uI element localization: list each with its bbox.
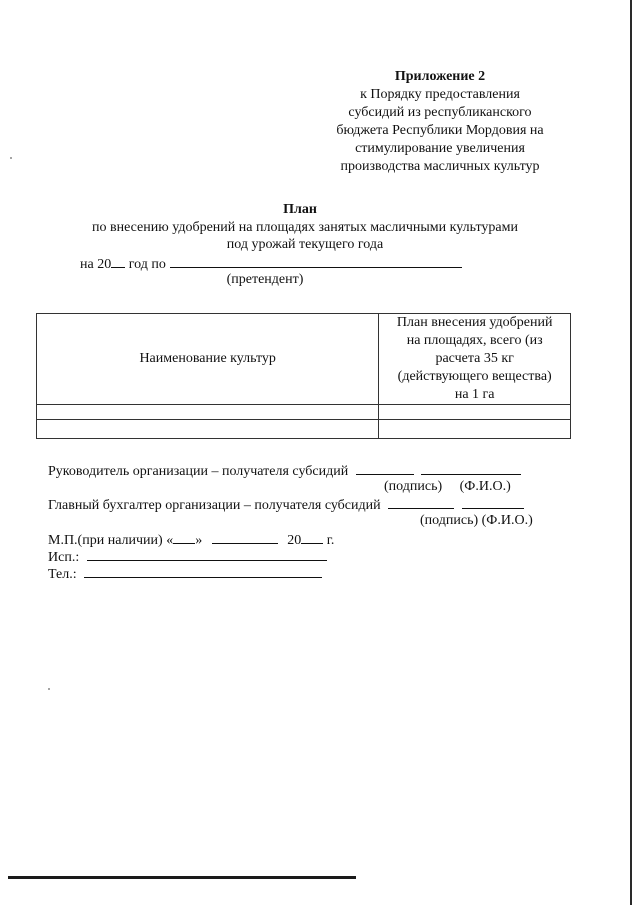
table-cell[interactable] (379, 420, 571, 439)
appendix-line: бюджета Республики Мордовия на (336, 123, 544, 138)
year-suffix: год по (125, 257, 166, 272)
plan-subtitle: по внесению удобрений на площадях занятых масличными культурами (92, 220, 518, 235)
appendix-block (318, 68, 562, 176)
stamp-mid: » (195, 533, 203, 548)
stamp-prefix: М.П.(при наличии) « (48, 533, 174, 548)
table-row (37, 420, 571, 439)
accountant-signature-line (48, 496, 524, 514)
table-cell[interactable] (37, 420, 379, 439)
head-name-blank[interactable] (421, 462, 521, 475)
appendix-line: стимулирование увеличения (355, 141, 525, 156)
appendix-line: производства масличных культур (340, 159, 540, 174)
col-header-line: (действующего вещества) (397, 369, 552, 384)
applicant-blank[interactable] (170, 255, 462, 268)
table-header-row (37, 314, 571, 405)
year-prefix: на 20 (80, 257, 112, 272)
caption-fio: (Ф.И.О.) (459, 479, 511, 494)
col-header-line: расчета 35 кг (435, 351, 514, 366)
col-header-crops: Наименование культур (37, 314, 379, 405)
appendix-title: Приложение 2 (394, 69, 486, 84)
col-header-line: на площадях, всего (из (406, 333, 543, 348)
day-blank[interactable] (173, 531, 195, 544)
phone-label: Тел.: (48, 567, 77, 582)
head-caption (384, 479, 511, 495)
head-label: Руководитель организации – получателя субсидий (48, 464, 349, 479)
head-signature-line (48, 462, 521, 480)
year-line (80, 255, 462, 273)
col-header-fertilizer-plan (379, 314, 571, 405)
executor-label: Исп.: (48, 550, 80, 565)
phone-blank[interactable] (84, 565, 322, 578)
col-header-line: План внесения удобрений (396, 315, 553, 330)
scan-bottom-line (8, 876, 356, 879)
table-cell[interactable] (379, 405, 571, 420)
accountant-name-blank[interactable] (462, 496, 524, 509)
accountant-sign-blank[interactable] (388, 496, 454, 509)
accountant-label: Главный бухгалтер организации – получателя субсидий (48, 498, 381, 513)
head-sign-blank[interactable] (356, 462, 414, 475)
scan-edge-line (630, 0, 632, 905)
stamp-year: 20 (287, 533, 302, 548)
plan-title: План (283, 202, 317, 217)
executor-line (48, 548, 327, 566)
col-header-line: на 1 га (454, 387, 495, 402)
applicant-caption: (претендент) (226, 272, 304, 287)
year-blank[interactable] (111, 255, 125, 268)
month-blank[interactable] (212, 531, 278, 544)
table-row (37, 405, 571, 420)
plan-subtitle-2: под урожай текущего года (226, 237, 384, 252)
scan-speck (48, 688, 50, 690)
appendix-line: субсидий из республиканского (348, 105, 532, 120)
stamp-suffix: г. (323, 533, 335, 548)
appendix-line: к Порядку предоставления (360, 87, 520, 102)
scan-speck (10, 157, 12, 159)
phone-line (48, 565, 322, 583)
executor-blank[interactable] (87, 548, 327, 561)
stamp-line (48, 531, 334, 549)
table-cell[interactable] (37, 405, 379, 420)
caption-sign: (подпись) (384, 479, 443, 494)
accountant-caption: (подпись) (Ф.И.О.) (420, 513, 533, 528)
year-blank[interactable] (301, 531, 323, 544)
plan-table (36, 313, 571, 439)
